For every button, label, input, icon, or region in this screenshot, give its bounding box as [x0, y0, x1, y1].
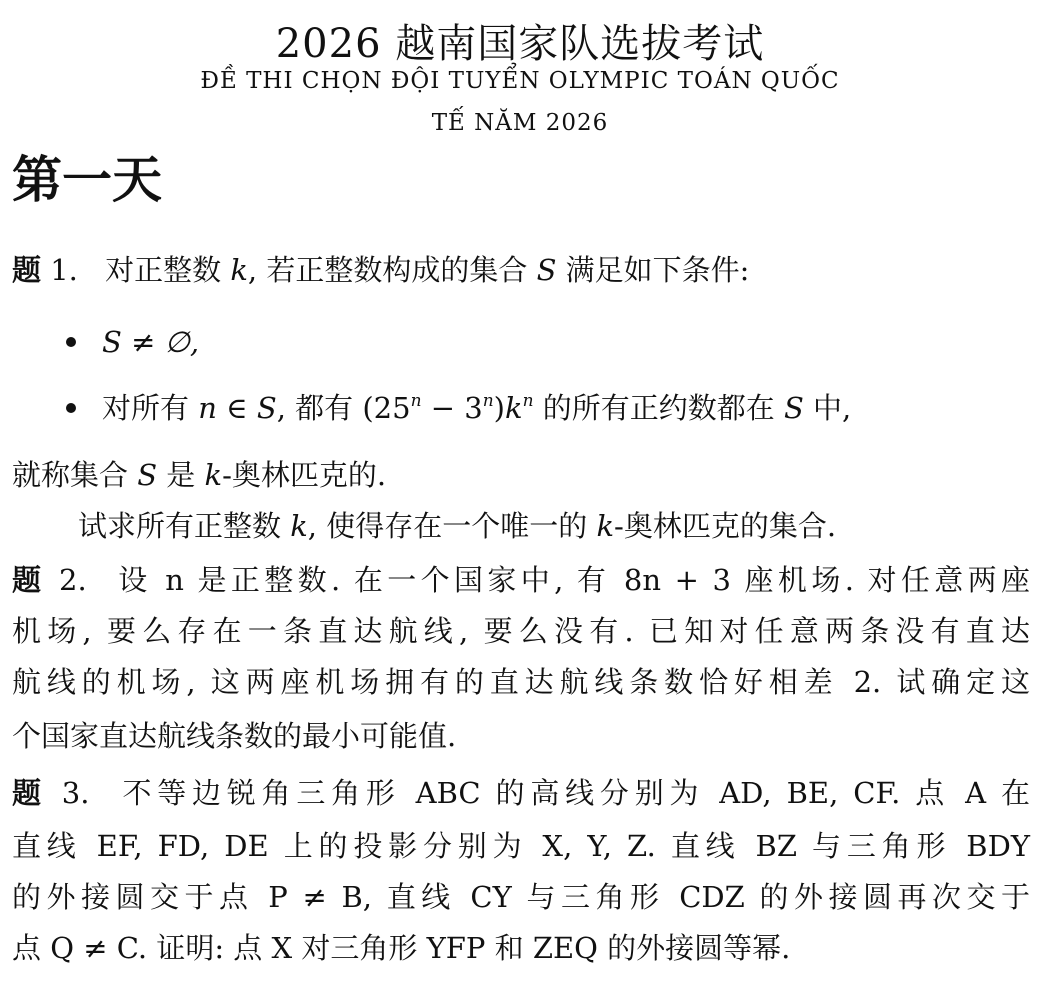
problem-2-line-2: 机场, 要么存在一条直达航线, 要么没有. 已知对任意两条没有直达 [12, 614, 1030, 648]
problem-1-question: 试求所有正整数 k, 使得存在一个唯一的 k-奥林匹克的集合. [78, 509, 837, 543]
problem-number: 2. [59, 563, 87, 597]
problem-2-line-3: 航线的机场, 这两座机场拥有的直达航线条数恰好相差 2. 试确定这 [12, 665, 1030, 699]
problem-label: 题 [12, 776, 47, 810]
document-title: 2026 越南国家队选拔考试 [275, 21, 765, 67]
problem-2-line-1: 题 2. 设 n 是正整数. 在一个国家中, 有 8n + 3 座机场. 对任意两座 [12, 563, 1031, 597]
problem-1-intro: 题 1. 对正整数 k, 若正整数构成的集合 S 满足如下条件: [12, 253, 750, 287]
problem-3-line-1: 题 3. 不等边锐角三角形 ABC 的高线分别为 AD, BE, CF. 点 A 在 [12, 776, 1031, 810]
problem-label: 题 [12, 253, 42, 287]
problem-1-definition: 就称集合 S 是 k-奥林匹克的. [12, 458, 387, 492]
bullet-icon [66, 337, 76, 347]
document-subtitle-line2: TẾ NĂM 2026 [431, 110, 609, 136]
bullet-icon [66, 403, 76, 413]
document-subtitle-line1: ĐỀ THI CHỌN ĐỘI TUYỂN OLYMPIC TOÁN QUỐC [200, 68, 840, 94]
day-heading: 第一天 [12, 151, 162, 209]
problem-1-condition-1: S ≠ ∅, [102, 325, 200, 359]
problem-label: 题 [12, 563, 46, 597]
problem-3-line-2: 直线 EF, FD, DE 上的投影分别为 X, Y, Z. 直线 BZ 与三角形 BDY [12, 829, 1030, 863]
problem-3-line-3: 的外接圆交于点 P ≠ B, 直线 CY 与三角形 CDZ 的外接圆再次交于 [12, 880, 1030, 914]
problem-3-line-4: 点 Q ≠ C. 证明: 点 X 对三角形 YFP 和 ZEQ 的外接圆等幂. [12, 931, 791, 965]
problem-1-condition-2: 对所有 n ∈ S, 都有 $(25^n - 3^n)k^n$ 的所有正约数都在 S 中, [102, 391, 852, 425]
problem-number: 1. [50, 253, 78, 287]
problem-number: 3. [61, 776, 90, 810]
problem-2-line-4: 个国家直达航线条数的最小可能值. [12, 719, 457, 753]
